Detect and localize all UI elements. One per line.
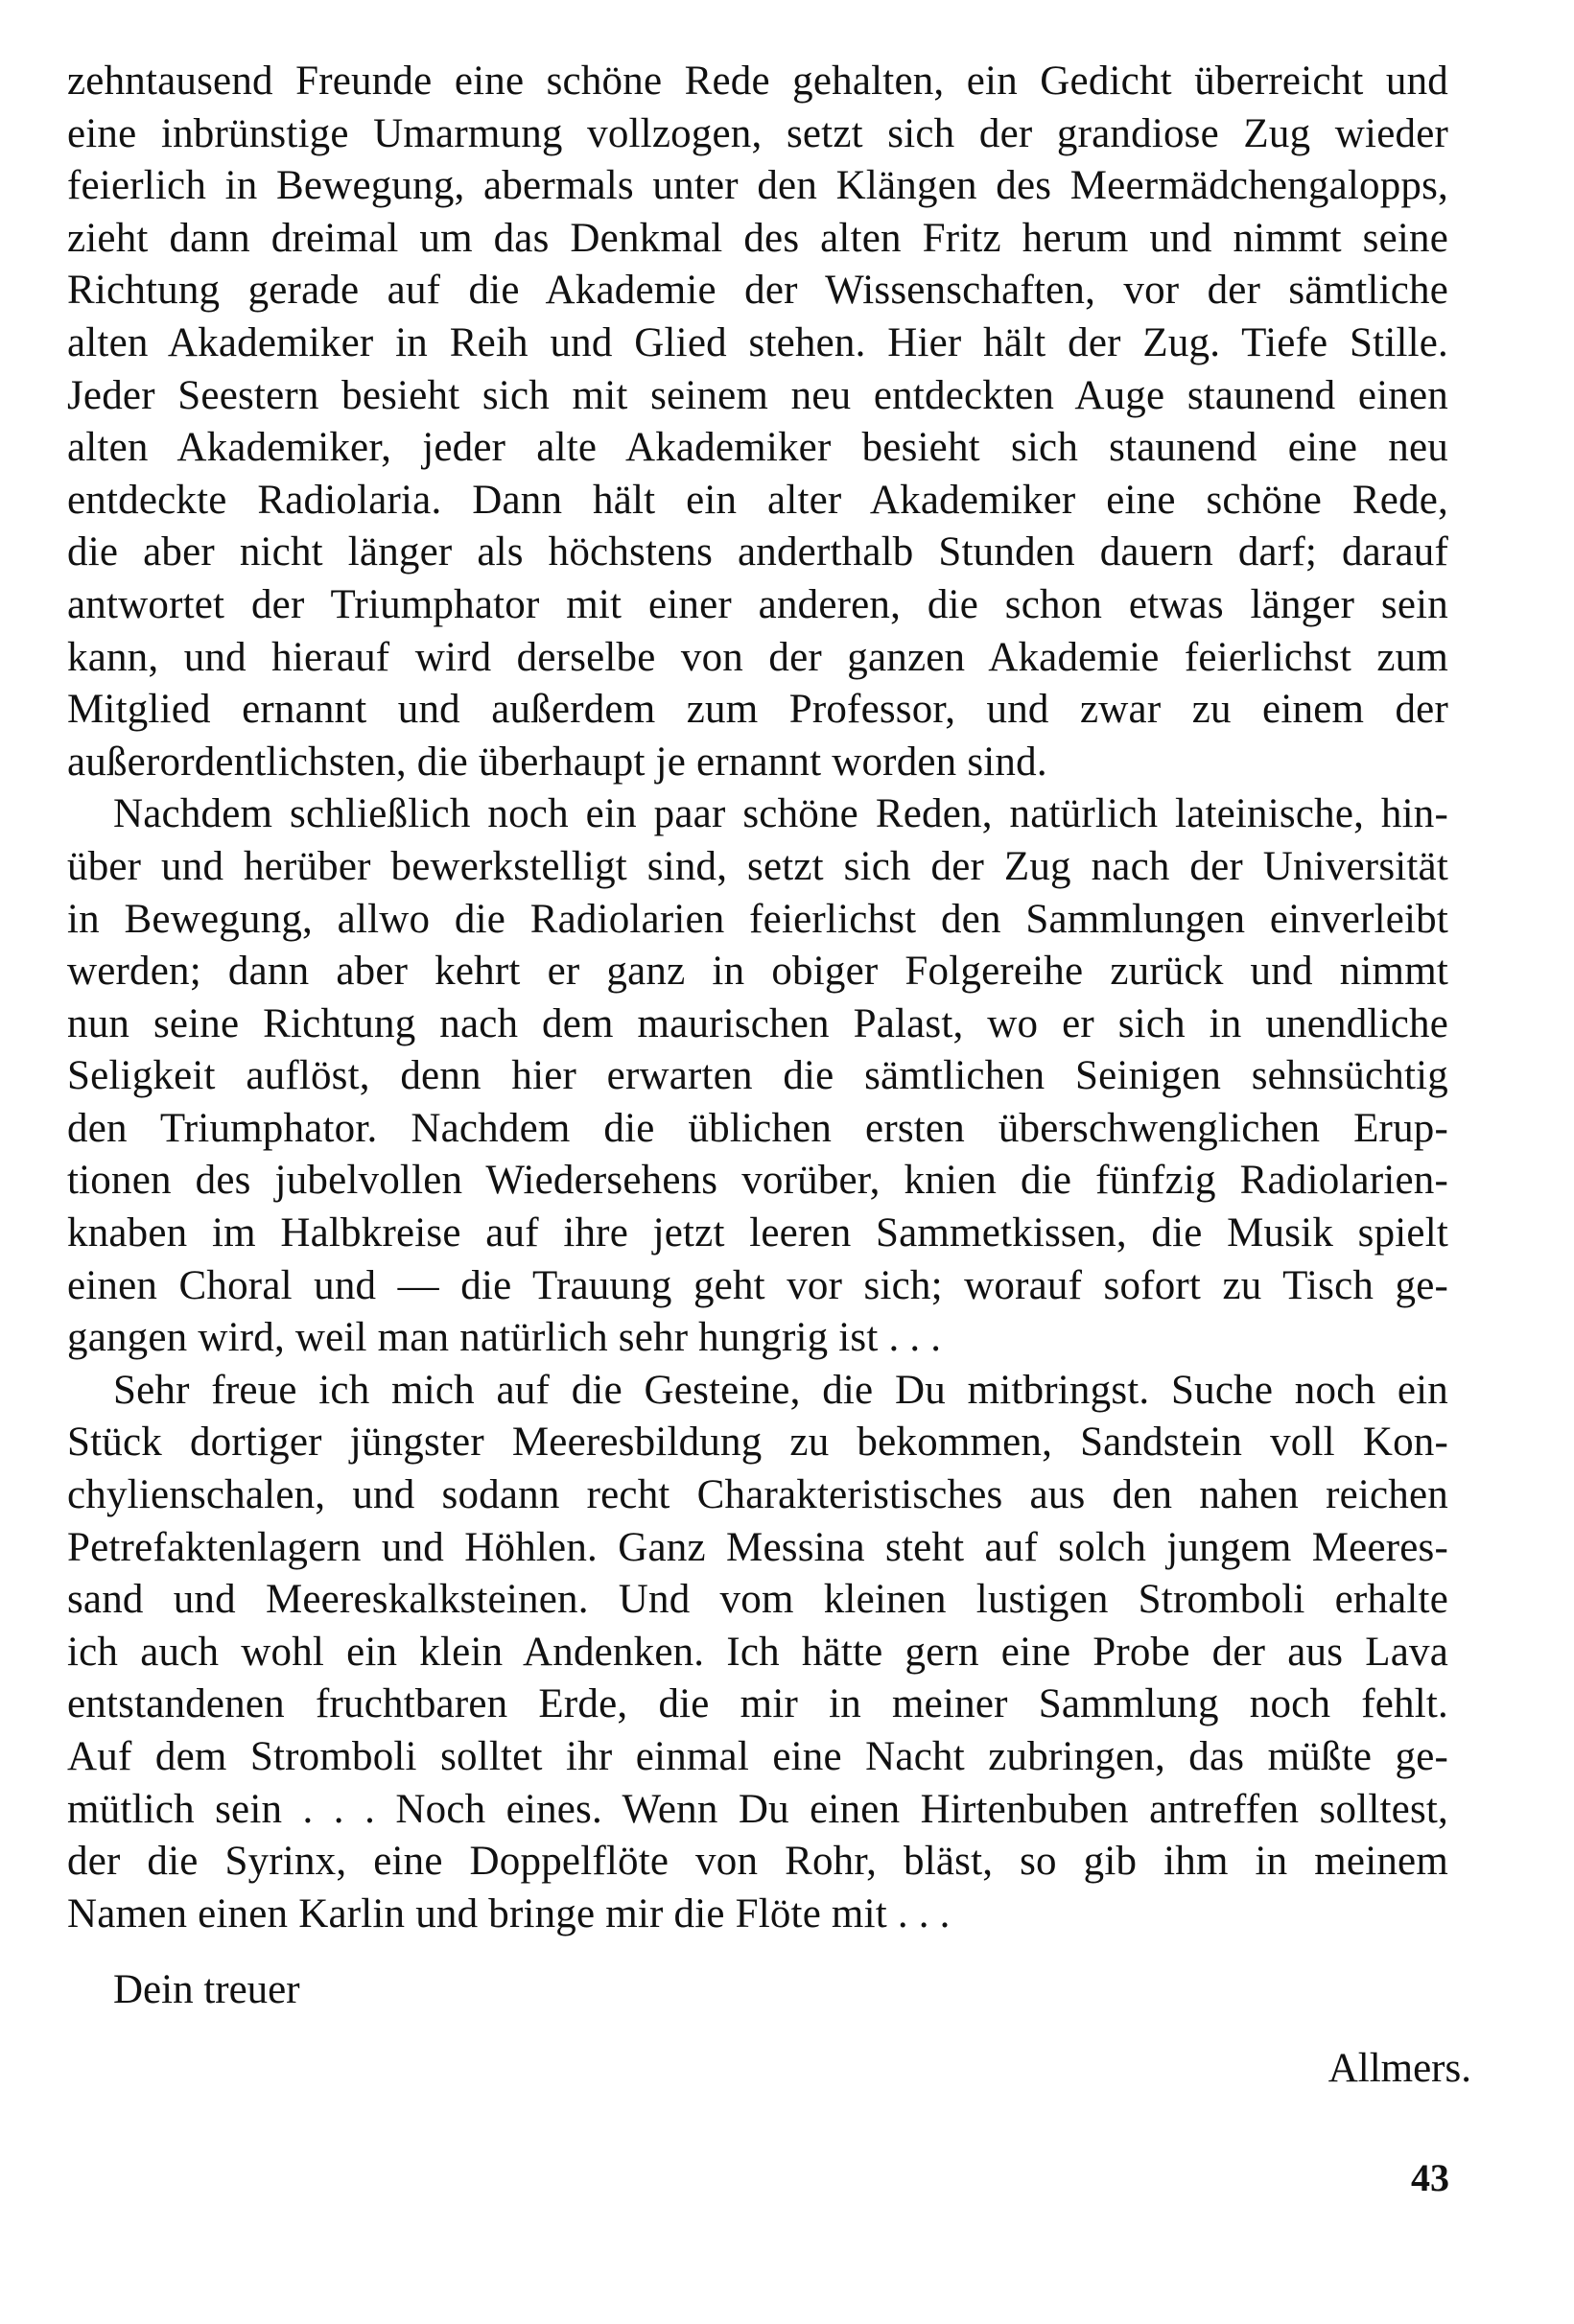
text-line: tionen des jubelvollen Wiedersehens vorüber, knien die fünfzig Radiolarien- [67,1158,1448,1204]
text-line: einen Choral und — die Trauung geht vor sich; worauf sofort zu Tisch ge- [67,1262,1448,1308]
text-line: chylienschalen, und sodann recht Charakteristisches aus den nahen reichen [67,1472,1448,1518]
paragraph-first-line: Sehr freue ich mich auf die Gesteine, die Du mitbringst. Suche noch ein [113,1367,1448,1413]
text-line: Mitglied ernannt und außerdem zum Professor, und zwar zu einem der [67,687,1448,733]
text-line: gangen wird, weil man natürlich sehr hungrig ist . . . [67,1315,942,1361]
text-line: Richtung gerade auf die Akademie der Wissenschaften, vor der sämtliche [67,268,1448,314]
text-line: Seligkeit auflöst, denn hier erwarten die sämtlichen Seinigen sehnsüchtig [67,1053,1448,1099]
text-line: alten Akademiker, jeder alte Akademiker besieht sich staunend eine neu [67,425,1448,471]
body-text [67,56,1448,1940]
text-line: feierlich in Bewegung, abermals unter den Klängen des Meermädchengalopps, [67,163,1448,209]
text-line: mütlich sein . . . Noch eines. Wenn Du einen Hirtenbuben antreffen solltest, [67,1786,1448,1832]
text-line: zehntausend Freunde eine schöne Rede gehalten, ein Gedicht überreicht und [67,59,1448,104]
text-line: knaben im Halbkreise auf ihre jetzt leeren Sammetkissen, die Musik spielt [67,1210,1448,1256]
text-line: entstandenen fruchtbaren Erde, die mir in meiner Sammlung noch fehlt. [67,1681,1448,1727]
text-line: Auf dem Stromboli solltet ihr einmal eine Nacht zubringen, das müßte ge- [67,1734,1448,1779]
text-line: Petrefaktenlagern und Höhlen. Ganz Messina steht auf solch jungem Meeres- [67,1524,1448,1570]
text-line: Jeder Seestern besieht sich mit seinem neu entdeckten Auge staunend einen [67,372,1448,418]
text-line: in Bewegung, allwo die Radiolarien feierlichst den Sammlungen einverleibt [67,896,1448,942]
text-line: antwortet der Triumphator mit einer anderen, die schon etwas länger sein [67,581,1448,627]
text-line: alten Akademiker in Reih und Glied stehen. Hier hält der Zug. Tiefe Stille. [67,319,1448,365]
letter-closing: Dein treuer [113,1967,300,2012]
text-line: über und herüber bewerkstelligt sind, setzt sich der Zug nach der Universität [67,843,1448,889]
text-line: außerordentlichsten, die überhaupt je ernannt worden sind. [67,739,1047,785]
letter-signature: Allmers. [1327,2046,1471,2091]
text-line: sand und Meereskalksteinen. Und vom kleinen lustigen Stromboli erhalte [67,1577,1448,1623]
text-line: Stück dortiger jüngster Meeresbildung zu bekommen, Sandstein voll Kon- [67,1420,1448,1466]
text-line: eine inbrünstige Umarmung vollzogen, setzt sich der grandiose Zug wieder [67,110,1448,156]
text-line: ich auch wohl ein klein Andenken. Ich hätte gern eine Probe der aus Lava [67,1629,1448,1675]
text-line: die aber nicht länger als höchstens anderthalb Stunden dauern darf; darauf [67,529,1448,575]
text-line: entdeckte Radiolaria. Dann hält ein alter Akademiker eine schöne Rede, [67,477,1448,523]
text-line: kann, und hierauf wird derselbe von der ganzen Akademie feierlichst zum [67,634,1448,680]
text-line: zieht dann dreimal um das Denkmal des alten Fritz herum und nimmt seine [67,215,1448,261]
text-line: den Triumphator. Nachdem die üblichen ersten überschwenglichen Erup- [67,1105,1448,1151]
page-number: 43 [1411,2156,1449,2199]
text-line: Namen einen Karlin und bringe mir die Flöte mit . . . [67,1890,951,1937]
text-line: werden; dann aber kehrt er ganz in obiger Folgereihe zurück und nimmt [67,949,1448,995]
text-line: nun seine Richtung nach dem maurischen Palast, wo er sich in unendliche [67,1000,1448,1046]
paragraph-first-line: Nachdem schließlich noch ein paar schöne Reden, natürlich lateinische, hin- [113,791,1448,837]
text-line: der die Syrinx, eine Doppelflöte von Rohr, bläst, so gib ihm in meinem [67,1839,1448,1885]
